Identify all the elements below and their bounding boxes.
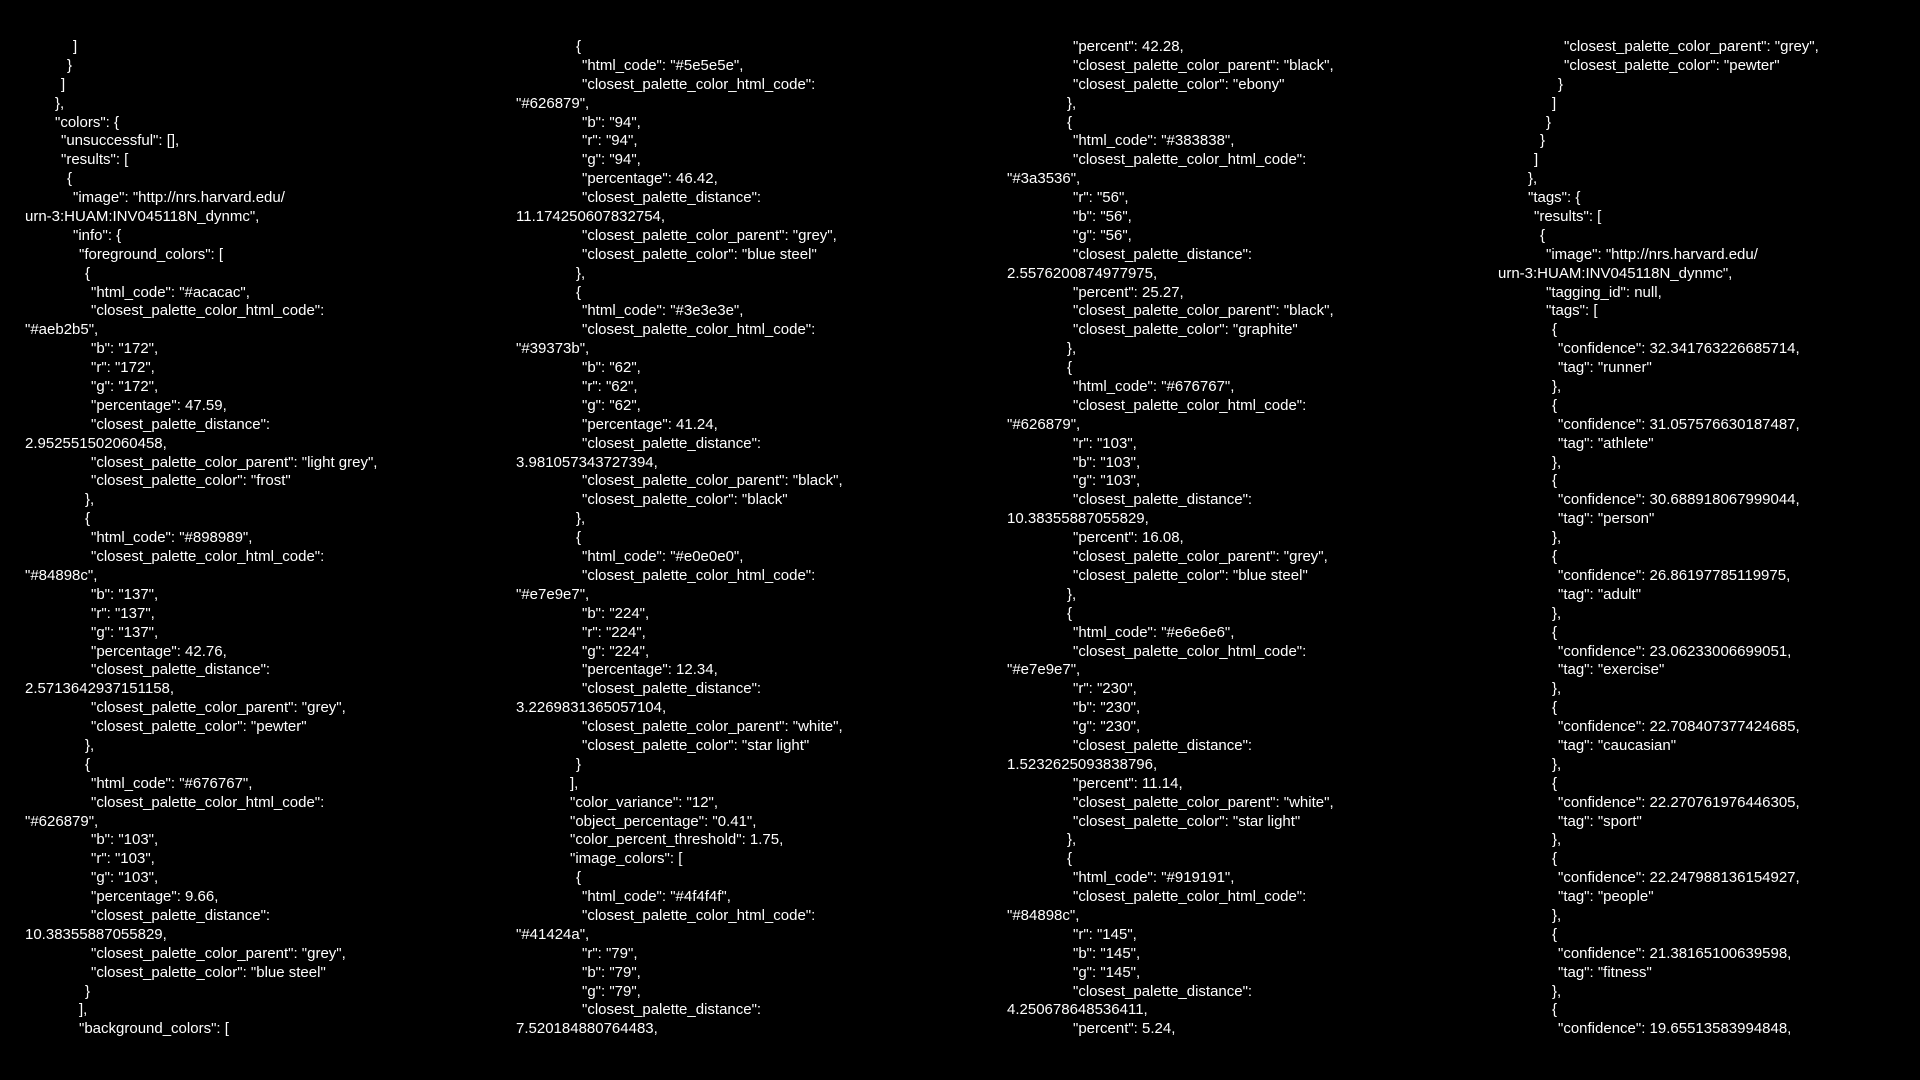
code-line: "results": [ xyxy=(61,151,129,169)
code-line: "#e7e9e7", xyxy=(1007,661,1081,679)
code-line: { xyxy=(576,38,582,55)
code-line: }, xyxy=(1552,680,1562,698)
code-line: "percentage": 41.24, xyxy=(582,415,718,433)
code-line: "html_code": "#e0e0e0", xyxy=(582,548,744,566)
code-line: "closest_palette_color": "blue steel" xyxy=(1073,566,1308,584)
code-line: "confidence": 32.341763226685714, xyxy=(1558,340,1800,358)
code-line: "percent": 5.24, xyxy=(1073,1020,1176,1038)
code-line: "r": "230", xyxy=(1073,680,1137,698)
code-line: "html_code": "#5e5e5e", xyxy=(582,56,744,74)
code-line: 3.981057343727394, xyxy=(516,453,658,471)
code-line: }, xyxy=(576,264,586,282)
code-line: urn-3:HUAM:INV045118N_dynmc", xyxy=(1498,264,1733,282)
code-line: "b": "94", xyxy=(582,113,641,131)
code-line: "confidence": 31.057576630187487, xyxy=(1558,415,1800,433)
code-line: 2.952551502060458, xyxy=(25,434,167,452)
code-line: "g": "62", xyxy=(582,396,641,414)
code-line: "r": "62", xyxy=(582,378,638,396)
code-line: "confidence": 23.06233006699051, xyxy=(1558,642,1792,660)
code-line: } xyxy=(85,982,91,1000)
code-line: { xyxy=(1067,113,1073,131)
code-line: "g": "56", xyxy=(1073,226,1132,244)
code-line: "closest_palette_color": "frost" xyxy=(91,472,291,490)
code-line: { xyxy=(1552,1001,1558,1019)
code-line: "foreground_colors": [ xyxy=(79,245,224,263)
code-line: "closest_palette_distance": xyxy=(582,1001,762,1019)
code-line: { xyxy=(85,264,91,282)
code-line: "#aeb2b5", xyxy=(25,321,99,339)
code-line: "g": "103", xyxy=(91,869,159,887)
code-line: "html_code": "#383838", xyxy=(1073,132,1235,150)
code-line: "closest_palette_distance": xyxy=(582,434,762,452)
code-line: ] xyxy=(1534,151,1539,169)
code-line: "#626879", xyxy=(516,94,590,112)
code-line: "closest_palette_color": "ebony" xyxy=(1073,75,1285,93)
code-line: "tag": "caucasian" xyxy=(1558,736,1677,754)
code-line: }, xyxy=(85,736,95,754)
code-line: "closest_palette_distance": xyxy=(91,906,271,924)
code-line: { xyxy=(1067,359,1073,377)
code-line: "b": "103", xyxy=(1073,453,1141,471)
code-line: "html_code": "#4f4f4f", xyxy=(582,888,731,906)
code-line: "unsuccessful": [], xyxy=(61,132,180,150)
code-line: "tag": "runner" xyxy=(1558,359,1652,377)
code-line: "g": "145", xyxy=(1073,963,1141,981)
code-line: "#41424a", xyxy=(516,925,590,943)
code-line: }, xyxy=(1552,906,1562,924)
code-line: "closest_palette_distance": xyxy=(582,189,762,207)
code-line: "#84898c", xyxy=(25,566,98,584)
code-line: } xyxy=(1558,75,1564,93)
code-line: "closest_palette_color_parent": "grey", xyxy=(1073,548,1328,566)
code-line: "closest_palette_color_parent": "light grey", xyxy=(91,453,378,471)
code-line: "r": "137", xyxy=(91,604,155,622)
code-line: "#84898c", xyxy=(1007,906,1080,924)
code-line: "closest_palette_color": "graphite" xyxy=(1073,321,1298,339)
code-line: 11.174250607832754, xyxy=(516,208,666,226)
code-line: "closest_palette_color": "star light" xyxy=(582,736,810,754)
code-line: "tag": "sport" xyxy=(1558,812,1642,830)
code-line: "confidence": 22.247988136154927, xyxy=(1558,869,1800,887)
code-line: "closest_palette_color": "star light" xyxy=(1073,812,1301,830)
code-line: "closest_palette_color_parent": "grey", xyxy=(91,699,346,717)
code-line: "closest_palette_color": "blue steel" xyxy=(91,963,326,981)
code-line: "confidence": 22.270761976446305, xyxy=(1558,793,1800,811)
code-line: }, xyxy=(1552,453,1562,471)
code-line: "object_percentage": "0.41", xyxy=(570,812,757,830)
code-line: "closest_palette_color_parent": "grey", xyxy=(1564,38,1819,55)
code-line: "results": [ xyxy=(1534,208,1602,226)
code-line: "tag": "fitness" xyxy=(1558,963,1652,981)
code-line: "confidence": 30.688918067999044, xyxy=(1558,491,1800,509)
code-line: "closest_palette_color_html_code": xyxy=(582,566,816,584)
code-line: { xyxy=(1552,321,1558,339)
code-line: "closest_palette_color_parent": "grey", xyxy=(582,226,837,244)
code-line: "percentage": 9.66, xyxy=(91,888,219,906)
code-line: { xyxy=(576,529,582,547)
code-line: }, xyxy=(1067,585,1077,603)
code-line: "percent": 11.14, xyxy=(1073,774,1183,792)
code-line: "tag": "athlete" xyxy=(1558,434,1654,452)
code-line: "g": "137", xyxy=(91,623,159,641)
code-line: { xyxy=(1552,774,1558,792)
code-line: "percent": 25.27, xyxy=(1073,283,1184,301)
code-line: "r": "103", xyxy=(91,850,155,868)
code-line: 4.250678648536411, xyxy=(1007,1001,1148,1019)
code-line: }, xyxy=(1552,831,1562,849)
code-line: { xyxy=(85,510,91,528)
code-line: ] xyxy=(61,75,66,93)
code-line: "colors": { xyxy=(55,113,120,131)
code-line: "tagging_id": null, xyxy=(1546,283,1662,301)
code-line: }, xyxy=(576,510,586,528)
code-line: "b": "145", xyxy=(1073,944,1141,962)
code-line: } xyxy=(1546,113,1552,131)
code-line: { xyxy=(1552,699,1558,717)
code-line: }, xyxy=(1528,170,1538,188)
code-line: "#626879", xyxy=(25,812,99,830)
code-line: { xyxy=(1552,396,1558,414)
code-line: }, xyxy=(1552,378,1562,396)
code-line: "html_code": "#898989", xyxy=(91,529,253,547)
code-line: "closest_palette_color_parent": "white", xyxy=(582,718,843,736)
code-line: { xyxy=(576,283,582,301)
code-line: "closest_palette_color_html_code": xyxy=(1073,642,1307,660)
code-line: "closest_palette_color_html_code": xyxy=(1073,396,1307,414)
code-line: }, xyxy=(55,94,65,112)
code-line: { xyxy=(576,869,582,887)
code-line: { xyxy=(1067,604,1073,622)
json-column-2 xyxy=(516,38,936,1058)
code-line: "b": "224", xyxy=(582,604,650,622)
code-line: "r": "56", xyxy=(1073,189,1129,207)
code-line: { xyxy=(1552,472,1558,490)
code-line: "closest_palette_color_html_code": xyxy=(91,302,325,320)
code-line: "closest_palette_color": "pewter" xyxy=(91,718,307,736)
code-line: "closest_palette_distance": xyxy=(91,661,271,679)
code-line: "r": "94", xyxy=(582,132,638,150)
code-line: 1.5232625093838796, xyxy=(1007,755,1158,773)
code-line: "closest_palette_color": "blue steel" xyxy=(582,245,817,263)
code-line: "r": "79", xyxy=(582,944,638,962)
code-line: }, xyxy=(1552,755,1562,773)
code-line: ] xyxy=(1552,94,1557,112)
code-line: "percentage": 12.34, xyxy=(582,661,718,679)
code-line: "#e7e9e7", xyxy=(516,585,590,603)
code-line: "r": "224", xyxy=(582,623,646,641)
code-line: "closest_palette_color_html_code": xyxy=(582,321,816,339)
code-line: "#626879", xyxy=(1007,415,1081,433)
code-line: "b": "137", xyxy=(91,585,159,603)
code-line: "closest_palette_color_parent": "grey", xyxy=(91,944,346,962)
code-line: "closest_palette_color_html_code": xyxy=(582,906,816,924)
code-line: "closest_palette_color_parent": "black", xyxy=(1073,302,1334,320)
code-line: { xyxy=(1067,850,1073,868)
code-line: "closest_palette_distance": xyxy=(1073,491,1253,509)
code-line: "closest_palette_color_parent": "black", xyxy=(1073,56,1334,74)
code-line: "closest_palette_distance": xyxy=(1073,736,1253,754)
code-line: "tags": { xyxy=(1528,189,1581,207)
code-line: "percentage": 47.59, xyxy=(91,396,227,414)
json-column-4 xyxy=(1498,38,1918,1058)
code-line: "g": "103", xyxy=(1073,472,1141,490)
code-line: "b": "172", xyxy=(91,340,159,358)
code-line: "html_code": "#3e3e3e", xyxy=(582,302,744,320)
code-line: "b": "79", xyxy=(582,963,641,981)
code-line: { xyxy=(1552,850,1558,868)
code-line: "closest_palette_color": "pewter" xyxy=(1564,56,1780,74)
code-line: ] xyxy=(73,38,78,55)
code-line: "confidence": 21.38165100639598, xyxy=(1558,944,1792,962)
code-line: "info": { xyxy=(73,226,122,244)
code-line: "r": "103", xyxy=(1073,434,1137,452)
code-line: "percentage": 42.76, xyxy=(91,642,227,660)
code-line: "#39373b", xyxy=(516,340,590,358)
code-line: "background_colors": [ xyxy=(79,1020,229,1038)
code-line: }, xyxy=(1067,340,1077,358)
code-line: "tag": "exercise" xyxy=(1558,661,1665,679)
code-line: }, xyxy=(85,491,95,509)
code-line: "html_code": "#919191", xyxy=(1073,869,1235,887)
code-line: "tag": "people" xyxy=(1558,888,1654,906)
code-line: "confidence": 22.708407377424685, xyxy=(1558,718,1800,736)
code-line: { xyxy=(1552,623,1558,641)
code-line: }, xyxy=(1552,982,1562,1000)
code-line: "#3a3536", xyxy=(1007,170,1081,188)
code-line: "tag": "person" xyxy=(1558,510,1655,528)
code-line: "percentage": 46.42, xyxy=(582,170,718,188)
code-line: "g": "94", xyxy=(582,151,641,169)
code-line: "closest_palette_color_parent": "white", xyxy=(1073,793,1334,811)
code-line: "closest_palette_distance": xyxy=(91,415,271,433)
code-line: "r": "172", xyxy=(91,359,155,377)
code-line: "closest_palette_color_html_code": xyxy=(1073,151,1307,169)
code-line: 10.38355887055829, xyxy=(1007,510,1149,528)
code-line: "html_code": "#676767", xyxy=(91,774,253,792)
code-line: "closest_palette_color_html_code": xyxy=(582,75,816,93)
code-line: "b": "62", xyxy=(582,359,641,377)
code-line: 2.5713642937151158, xyxy=(25,680,175,698)
code-line: "closest_palette_distance": xyxy=(582,680,762,698)
code-line: "g": "224", xyxy=(582,642,650,660)
code-line: }, xyxy=(1552,604,1562,622)
code-line: } xyxy=(67,56,73,74)
code-line: "color_percent_threshold": 1.75, xyxy=(570,831,784,849)
code-line: "g": "230", xyxy=(1073,718,1141,736)
json-column-1 xyxy=(25,38,445,1058)
code-line: "closest_palette_distance": xyxy=(1073,245,1253,263)
code-line: "html_code": "#e6e6e6", xyxy=(1073,623,1235,641)
code-line: "tag": "adult" xyxy=(1558,585,1642,603)
code-line: 3.2269831365057104, xyxy=(516,699,667,717)
code-line: "tags": [ xyxy=(1546,302,1598,320)
code-line: }, xyxy=(1067,831,1077,849)
code-line: } xyxy=(1540,132,1546,150)
code-line: "b": "103", xyxy=(91,831,159,849)
code-line: "closest_palette_color_html_code": xyxy=(91,793,325,811)
code-line: { xyxy=(85,755,91,773)
code-line: "closest_palette_color_parent": "black", xyxy=(582,472,843,490)
code-line: 7.520184880764483, xyxy=(516,1020,658,1038)
code-line: { xyxy=(67,170,73,188)
code-line: ], xyxy=(79,1001,88,1019)
code-line: "b": "230", xyxy=(1073,699,1141,717)
code-line: "confidence": 19.65513583994848, xyxy=(1558,1020,1792,1038)
code-line: "percent": 42.28, xyxy=(1073,38,1184,55)
code-line: "html_code": "#acacac", xyxy=(91,283,250,301)
code-line: { xyxy=(1540,226,1546,244)
code-line: "image": "http://nrs.harvard.edu/ xyxy=(73,189,285,207)
code-line: "closest_palette_color_html_code": xyxy=(91,548,325,566)
code-line: "r": "145", xyxy=(1073,925,1137,943)
code-line: "g": "172", xyxy=(91,378,159,396)
code-line: "b": "56", xyxy=(1073,208,1132,226)
code-line: { xyxy=(1552,548,1558,566)
code-line: "color_variance": "12", xyxy=(570,793,719,811)
code-line: 2.5576200874977975, xyxy=(1007,264,1158,282)
code-line: "confidence": 26.86197785119975, xyxy=(1558,566,1791,584)
code-line: "closest_palette_color": "black" xyxy=(582,491,788,509)
code-line: { xyxy=(1552,925,1558,943)
code-line: }, xyxy=(1552,529,1562,547)
code-line: "image": "http://nrs.harvard.edu/ xyxy=(1546,245,1758,263)
code-line: "percent": 16.08, xyxy=(1073,529,1184,547)
code-line: ], xyxy=(570,774,579,792)
code-line: "closest_palette_color_html_code": xyxy=(1073,888,1307,906)
code-line: } xyxy=(576,755,582,773)
code-line: }, xyxy=(1067,94,1077,112)
code-line: urn-3:HUAM:INV045118N_dynmc", xyxy=(25,208,260,226)
code-line: "image_colors": [ xyxy=(570,850,683,868)
code-line: 10.38355887055829, xyxy=(25,925,167,943)
json-column-3 xyxy=(1007,38,1427,1058)
code-line: "g": "79", xyxy=(582,982,641,1000)
code-line: "closest_palette_distance": xyxy=(1073,982,1253,1000)
code-line: "html_code": "#676767", xyxy=(1073,378,1235,396)
